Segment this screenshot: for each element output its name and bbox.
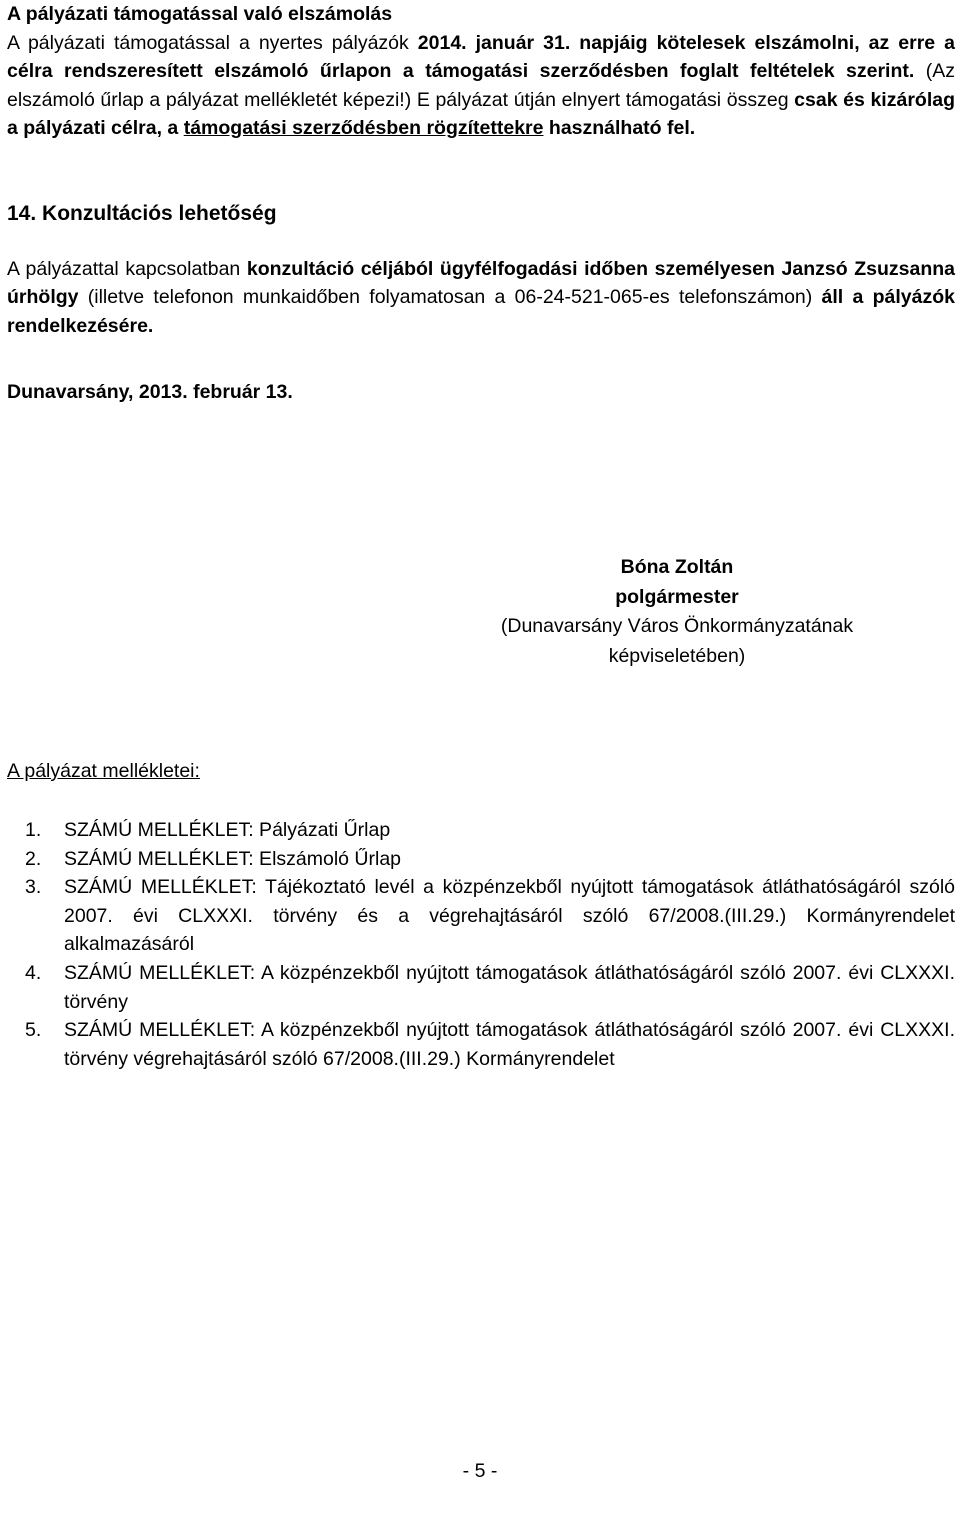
signature-block <box>482 553 872 671</box>
section-heading-financial: A pályázati támogatással való elszámolás <box>7 3 393 25</box>
signatory-org-line2: képviseletében) <box>608 644 746 667</box>
list-item <box>7 873 955 959</box>
list-item-text: SZÁMÚ MELLÉKLET: A közpénzekből nyújtott támogatások átláthatóságáról szóló 2007. évi CLXXXI. törvény <box>64 961 955 1013</box>
list-item <box>7 845 955 874</box>
section-heading-consultation: 14. Konzultációs lehetőség <box>7 202 277 225</box>
list-item-text: SZÁMÚ MELLÉKLET: Tájékoztató levél a közpénzekből nyújtott támogatások átláthatóságáról szóló 2007. évi CLXXXI. törvény és a végrehajtásáról szóló 67/2008.(III.29.) Kormányrendelet alkalmazásáról <box>64 876 955 956</box>
signatory-title: polgármester <box>615 585 739 608</box>
financial-paragraph <box>7 29 955 143</box>
financial-deadline-text: 2014. január 31. napjáig kötelesek elszámolni, az erre a célra rendszeresített elszámoló űrlapon a támogatási szerződésben foglalt feltételek szerint. <box>7 31 956 83</box>
list-item-number: 2. <box>25 847 42 870</box>
financial-purpose-text: csak és kizárólag a pályázati célra, a <box>7 88 955 140</box>
list-item-number: 3. <box>25 876 42 899</box>
list-item-text: SZÁMÚ MELLÉKLET: Pályázati Űrlap <box>64 819 391 841</box>
dateline: Dunavarsány, 2013. február 13. <box>7 381 293 403</box>
list-item-text: SZÁMÚ MELLÉKLET: Elszámoló Űrlap <box>64 847 402 870</box>
consultation-intro-text: A pályázattal kapcsolatban <box>7 257 247 280</box>
consultation-section <box>7 200 955 340</box>
list-item-number: 4. <box>25 961 42 984</box>
signatory-name: Bóna Zoltán <box>620 556 734 578</box>
list-item-text: SZÁMÚ MELLÉKLET: A közpénzekből nyújtott támogatások átláthatóságáról szóló 2007. évi CLXXXI. törvény végrehajtásáról szóló 67/2008.(III.29.) Kormányrendelet <box>64 1019 955 1070</box>
list-item-number: 1. <box>25 819 42 841</box>
financial-settlement-section <box>7 0 955 143</box>
consultation-contact-text: konzultáció céljából ügyfélfogadási időben személyesen Janzsó Zsuzsanna úrhölgy <box>7 257 956 309</box>
financial-contract-text: támogatási szerződésben rögzítettekre <box>183 117 544 140</box>
consultation-paragraph <box>7 255 955 341</box>
consultation-availability-text: áll a pályázók rendelkezésére. <box>7 286 955 337</box>
list-item <box>7 959 955 1016</box>
signatory-org-line1: (Dunavarsány Város Önkormányzatának <box>500 615 854 637</box>
page-number: - 5 - <box>462 1460 498 1482</box>
financial-usable-text: használható fel. <box>543 117 696 140</box>
consultation-phone-text: (illetve telefonon munkaidőben folyamatosan a 06-24-521-065-es telefonszámon) <box>78 286 822 309</box>
financial-note-text: (Az elszámoló űrlap a pályázat mellékletét képezi!) E pályázat útján elnyert támogatási összeg <box>7 60 955 111</box>
attachments-heading: A pályázat mellékletei: <box>7 760 200 782</box>
attachments-list <box>7 816 955 1073</box>
list-item <box>7 816 955 845</box>
financial-intro-text: A pályázati támogatással a nyertes pályázók <box>7 31 418 54</box>
list-item <box>7 1016 955 1073</box>
list-item-number: 5. <box>25 1019 42 1042</box>
